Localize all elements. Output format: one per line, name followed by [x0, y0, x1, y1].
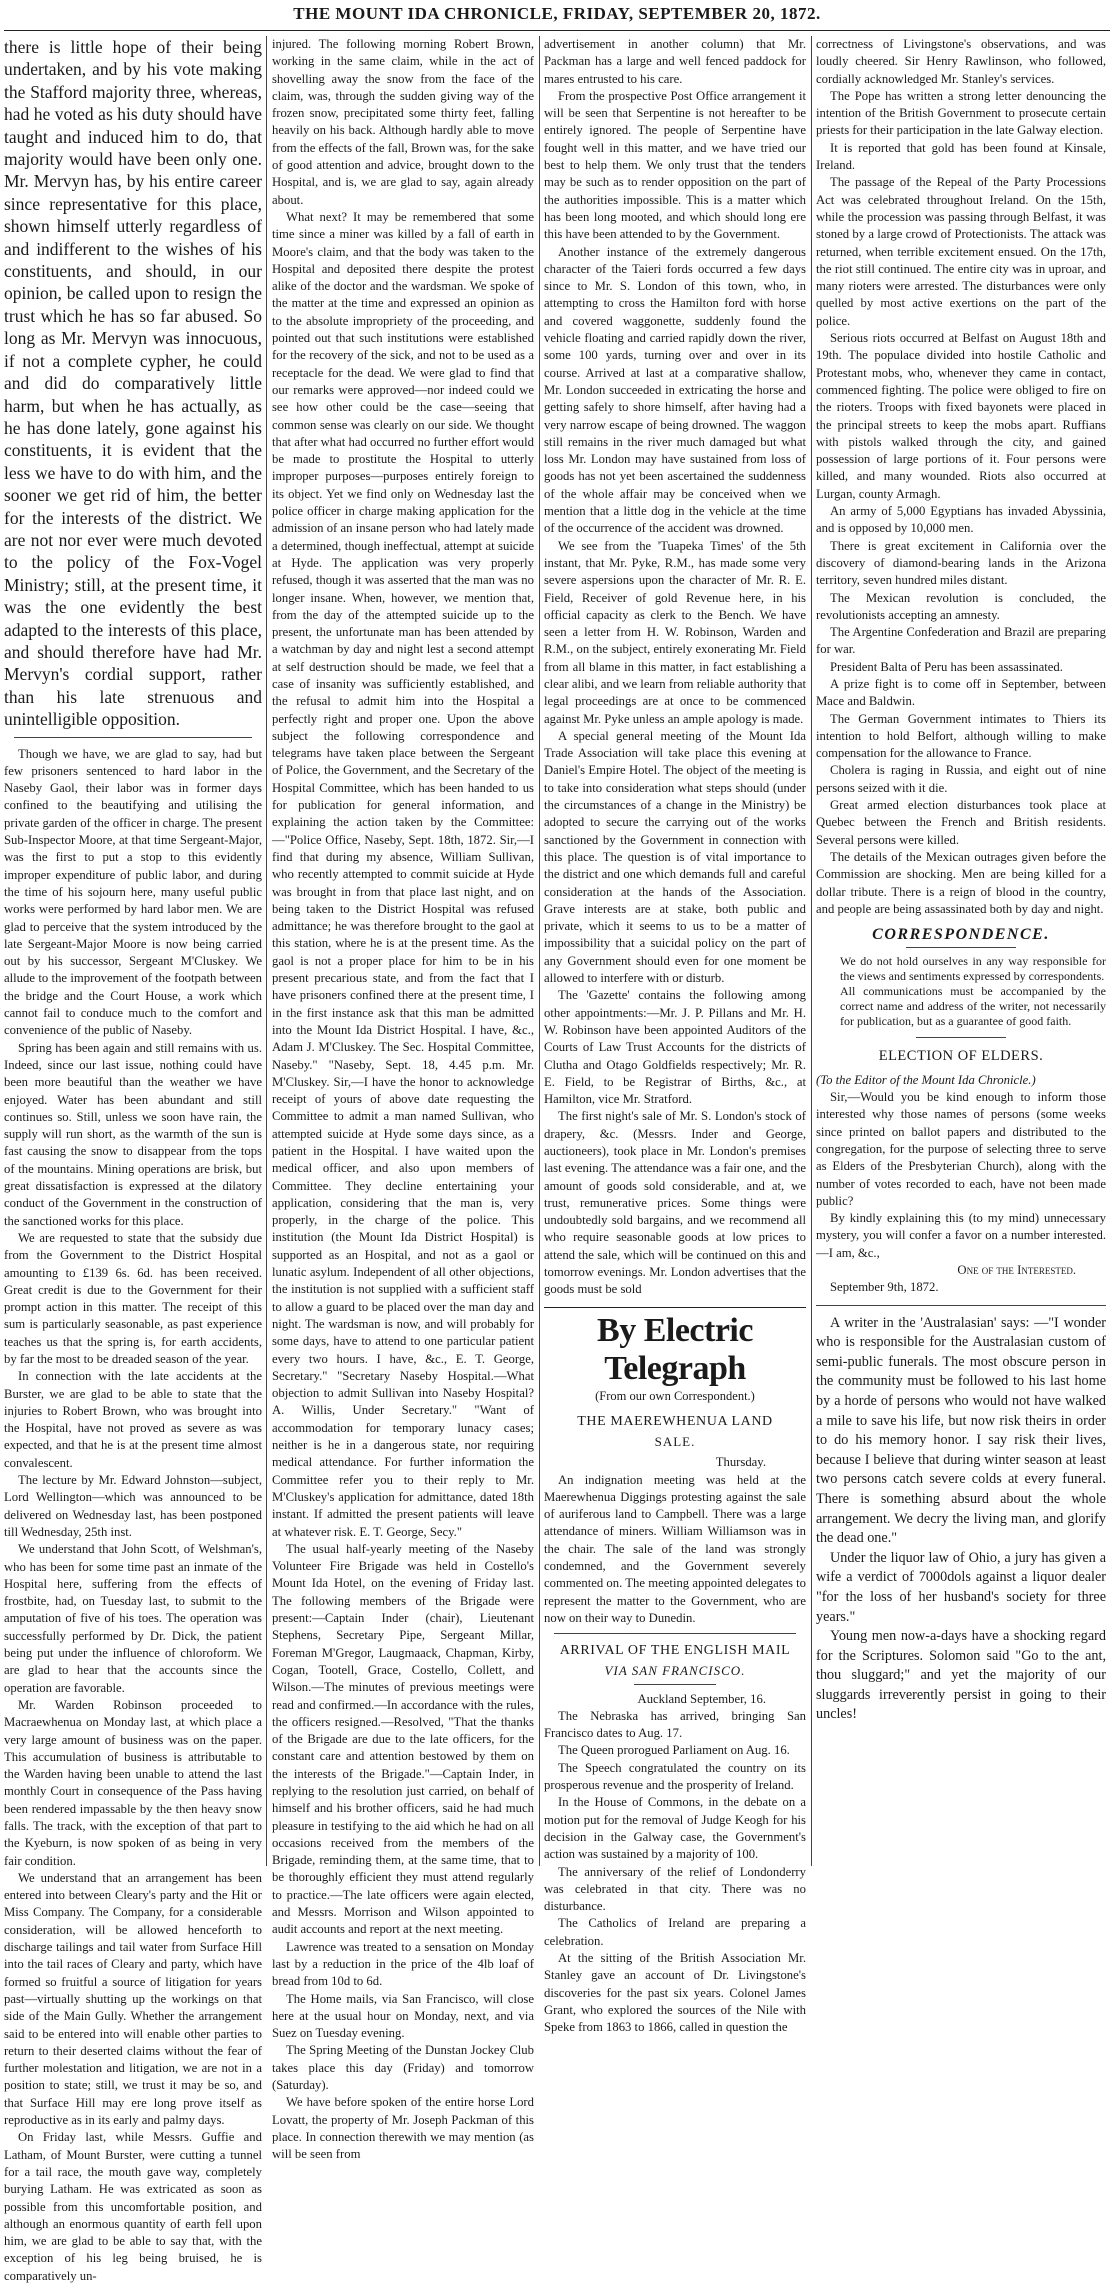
paragraph: There is great excitement in California over the discovery of diamond-bearing lands in the Arizona territory, seven hundred miles distant.: [816, 538, 1106, 588]
column-rule: [811, 36, 812, 1866]
paragraph: advertisement in another column) that Mr. Packman has a large and well fenced paddock for mares entrusted to his care.: [544, 37, 806, 86]
miscellany: [816, 1314, 1106, 1725]
paragraph: The Pope has written a strong letter denouncing the intention of the British Government to prosecute certain priests for their participation in the late Galway election.: [816, 88, 1106, 138]
letter-signature: One of the Interested.: [957, 1263, 1076, 1277]
letter-heading: ELECTION OF ELDERS.: [878, 1048, 1044, 1065]
paragraph: An army of 5,000 Egyptians has invaded Abyssinia, and is opposed by 10,000 men.: [816, 504, 1106, 536]
paragraph: Cholera is raging in Russia, and eight out of nine persons seized with it die.: [816, 763, 1106, 795]
paragraph: An indignation meeting was held at the Maerewhenua Diggings protesting against the sale of auriferous land to Campbell. There was a large attendance of miners. William Williamson was in the chair. The sale of the land was strongly condemned, and the Government severely commented on. The meeting appointed delegates to represent the matter to the Government, who are now on their way to Dunedin.: [544, 1472, 806, 1625]
paragraph: Serious riots occurred at Belfast on August 18th and 19th. The populace divided into hostile Catholic and Protestant mobs, who, whenever they came in contact, commenced fighting. The police were obliged to fire on the rioters. Troops with fixed bayonets were placed in the principal streets to keep the mobs apart. Ruffians with pistols walked through the city, and gained possession of large portions of it. Four persons were killed, and many wounded. Riots also occurred at Lurgan, county Armagh.: [816, 331, 1106, 501]
paragraph: What next? It may be remembered that some time since a miner was killed by a fall of earth in Moore's claim, and that the body was taken to the Hospital and deposited there despite the protest alike of the doctor and the wardsman. We spoke of the matter at the time and expressed an opinion as to the absolute impropriety of the proceeding, and pointed out that such institutions were established for the recovery of the sick, and not to be used as a receptacle for the dead. We were glad to find that our remarks were approved—nor indeed could we see how other could be the case—seeing that common sense was clearly on our side. We thought that after what had occurred no further effort would be made to prostitute the Hospital to utterly improper purposes—purposes entirely foreign to its object. Yet we find only on Wednesday last the police officer in charge making application for the admission of an insane person who had lately made a determined, though ineffectual, attempt at suicide at Hyde. The application was very properly refused, though it was asserted that the man was no longer insane. When, however, we mention that, from the day of the attempted suicide up to the present, the unfortunate man has been attended by a watchman by day and night lest a second attempt at self destruction should be made, we feel that a case of insanity was sufficiently established, and the refusal to admit him into the Hospital a perfectly right and proper one. Upon the above subject the following correspondence and telegrams have taken place between the Sergeant of Police, the Government, and the Secretary of the Hospital Committee, which has been handed to us for publication for general information, and explaining the action taken by the Committee:—"Police Office, Naseby, Sept. 18th, 1872. Sir,—I find that during my absence, William Sullivan, who recently attempted to commit suicide at Hyde was brought in from that place last night, and on being taken to the District Hospital was refused admittance; he was therefore brought to the gaol at this station, where he is at the present time. As the gaol is not a proper place for him to be in his present precarious state, and from the fact that I have prisoners confined there at the present time, I in the first instance ask that this man be admitted into the Mount Ida District Hospital. I have, &c., Adam J. M'Cluskey. The Sec. Hospital Committee, Naseby." "Naseby, Sept. 18, 4.45 p.m. Mr. M'Cluskey. Sir,—I have the honor to acknowledge receipt of yours of above date requesting the Committee to admit a man named Sullivan, who attempted suicide at Hyde some days since, as a patient in the Hospital. I have waited upon the medical officer, and also upon members of Committee. They decline entertaining your application, considering that the man is, very properly, in the charge of the police. This institution (the Mount Ida District Hospital) is supported as an Hospital, and not as a gaol or lunatic asylum. Independent of all other objections, the institution is not supplied with a sufficient staff to allow a guard to be placed over the man day and night. The wardsman is now, and will probably for some days, have to attend to one particular patient every two hours. I have, &c., E. T. George, Secretary." "Secretary Naseby Hospital.—What objection to admit Sullivan into Naseby Hospital? A. Willis, Under Secretary." "Want of accommodation for temporary lunacy cases; neither is he in a dangerous state, nor requiring medical attendance. For further information the Committee refer you to their reply to Mr. M'Cluskey's application for admittance, dated 18th instant. If admitted the present patients will leave at whatever risk. E. T. George, Secy.": [272, 209, 534, 1539]
paragraph: In connection with the late accidents at the Burster, we are glad to be able to state that the injuries to Robert Brown, who was brought into the Hospital, have not proved as severe as was expected, and that he is at the present time almost convalescent.: [4, 1369, 262, 1470]
paragraph: In the House of Commons, in the debate on a motion put for the removal of Judge Keogh for his decision in the Galway case, the Government's action was sustained by a majority of 100.: [544, 1795, 806, 1862]
paragraph: Young men now-a-days have a shocking regard for the Scriptures. Solomon said "Go to the ant, thou sluggard;" and yet the majority of our sluggards irreverently persist in going to their uncles!: [816, 1628, 1106, 1723]
divider: [916, 1037, 1006, 1038]
paragraph: The Catholics of Ireland are preparing a celebration.: [544, 1916, 806, 1948]
paragraph: The German Government intimates to Thiers its intention to hold Belfort, although willing to make compensation for the allowance to France.: [816, 711, 1106, 761]
paragraph: It is reported that gold has been found at Kinsale, Ireland.: [816, 140, 1106, 173]
paragraph: A prize fight is to come off in September, between Mace and Baldwin.: [816, 676, 1106, 709]
news-subheading: VIA SAN FRANCISCO.: [604, 1663, 746, 1679]
masthead-rule: [4, 30, 1110, 31]
paragraph: The lecture by Mr. Edward Johnston—subject, Lord Wellington—which was announced to be delivered on Wednesday last, has been postponed till Wednesday, 25th inst.: [4, 1473, 262, 1539]
dateline: Auckland September, 16.: [637, 1691, 766, 1706]
divider: [14, 737, 252, 738]
paragraph: On Friday last, while Messrs. Guffie and Latham, of Mount Burster, were cutting a tunnel for a tail race, the mouth gave way, completely burying Latham. He was extricated as soon as possible from this uncomfortable position, and although an enormous quantity of earth fell upon him, we are glad to be able to say that, with the exception of his leg being bruised, he is comparatively un-: [4, 2130, 262, 2283]
paragraph: The 'Gazette' contains the following among other appointments:—Mr. J. P. Pillans and Mr. H. W. Robinson have been appointed Auditors of the Courts of Law Trust Accounts for the districts of Clutha and Otago Goldfields respectively; Mr. R. E. Field, to be Registrar of Births, &c., at Hamilton, vice Mr. Stratford.: [544, 988, 806, 1107]
letter-address: (To the Editor of the Mount Ida Chronicle.): [816, 1072, 1036, 1087]
correspondence-heading: CORRESPONDENCE.: [872, 926, 1050, 944]
paragraph: The Spring Meeting of the Dunstan Jockey Club takes place this day (Friday) and tomorrow (Saturday).: [272, 2043, 534, 2093]
letter-date: September 9th, 1872.: [830, 1280, 939, 1295]
paragraph: Spring has been again and still remains with us. Indeed, since our last issue, nothing could have been more beautiful than the weather we have enjoyed. Water has been abundant and still continues so. Still, unless we soon have rain, the supply will run short, as the warmth of the sun is fast causing the snow to disappear from the tops of the mountains. Mining operations are brisk, but great dissatisfaction is expressed at the dilatory conduct of the Government in the construction of the sanctioned works for this place.: [4, 1040, 262, 1228]
news-subheading: SALE.: [654, 1433, 696, 1449]
divider: [906, 947, 1016, 948]
paragraph: Another instance of the extremely dangerous character of the Taieri fords occurred a few days since to Mr. S. London of this town, who, in attempting to cross the Hamilton ford with horse and covered waggonette, suddenly found the vehicle floating and carried rapidly down the river, some 100 yards, turning over and over in its course. Arrived at last at a comparative shallow, Mr. London succeeded in extricating the horse and getting safely to shore himself, after having had a very narrow escape of being drowned. The waggon still remains in the river much damaged but what loss Mr. London may have sustained from loss of goods has not yet been ascertained the suddenness of the whole affair may be conceived when we mention that a little dog in the vehicle at the time of the occurrence of the accident was drowned.: [544, 244, 806, 536]
paragraph: By kindly explaining this (to my mind) unnecessary mystery, you will confer a favor on a number interested.—I am, &c.,: [816, 1211, 1106, 1260]
paragraph: The Mexican revolution is concluded, the revolutionists accepting an amnesty.: [816, 590, 1106, 622]
column-3: [544, 36, 806, 2035]
masthead-title: THE MOUNT IDA CHRONICLE, FRIDAY, SEPTEMBER 20, 1872.: [293, 4, 821, 23]
paragraph: correctness of Livingstone's observations, and was loudly cheered. Sir Henry Rawlinson, who followed, cordially acknowledged Mr. Stanley's services.: [816, 37, 1106, 86]
paragraph: The Home mails, via San Francisco, will close here at the usual hour on Monday, next, and via Suez on Tuesday evening.: [272, 1991, 534, 2041]
masthead: [0, 0, 1114, 28]
paragraph: Sir,—Would you be kind enough to inform those interested why those names of persons (some weeks since printed on ballot papers and distributed to the congregation, for the purpose of selecting three to serve as Elders of the Presbyterian Church), along with the number of votes recorded to each, have not been made public?: [816, 1090, 1106, 1208]
paragraph: A special general meeting of the Mount Ida Trade Association will take place this evening at Daniel's Empire Hotel. The object of the meeting is to take into consideration what steps should (under the circumstances of a change in the Ministry) be adopted to secure the carrying out of the works sanctioned by the Government in connection with this place. The question is of vital importance to the district and one which demands full and careful consideration at the hands of the Association. Grave interests are at stake, both public and private, which it seems to us to be a matter of impossibility that a suicidal policy on the part of any Government should even for one moment be allowed to interfere with or disturb.: [544, 728, 806, 986]
column-1: [4, 36, 262, 2283]
notice-line: We do not hold ourselves in any way responsible for the views and sentiments expressed by correspondents.: [840, 954, 1106, 984]
editorial-lead: there is little hope of their being undertaken, and by his vote making the Stafford majority three, whereas, had he voted as his duty should have taught and induced him to do, that majority would have been only one. Mr. Mervyn has, by his entire career since representative for this place, shown himself utterly regardless of and indifferent to the wishes of his constituents, and should, in our opinion, be called upon to resign the trust which he has so far abused. So long as Mr. Mervyn was innocuous, if not a complete cypher, he could and did do comparatively little harm, but when he has actually, as he has done lately, gone against his constituents, it is evident that the less we have to do with him, and the sooner we get rid of him, the better for the interests of the district. We are not nor ever were much devoted to the policy of the Fox-Vogel Ministry; still, at the present time, it was the one evidently the best adapted to the interests of this place, and should therefore have had Mr. Mervyn's cordial support, rather than his late strenuous and unintelligible opposition.: [4, 37, 262, 730]
paragraph: Mr. Warden Robinson proceeded to Macraewhenua on Monday last, at which place a very large amount of business was on the paper. This accumulation of business is attributable to the Warden having been unable to attend the last monthly Court in consequence of the Pass having been rendered impassable by the then heavy snow falls. The track, with the exception of that part to the Kyeburn, is now spoken of as being in very fair condition.: [4, 1697, 262, 1868]
paragraph: We understand that an arrangement has been entered into between Cleary's party and the Hit or Miss Company. The Company, for a considerable consideration, will be allowed henceforth to discharge tailings and tail water from Surface Hill into the tail races of Cleary and party, which have formed so fruitful a source of litigation for years past—virtually shutting up the workings on that side of the Main Gully. Whether the arrangement said to be entered into will enable other parties to return to their deserted claims without the fear of further molestation and litigation, we are not in a position to state; still, we trust it may be so, and that Surface Hill may ere long prove itself as reproductive as in its early and palmy days.: [4, 1870, 262, 2128]
paragraph: We see from the 'Tuapeka Times' of the 5th instant, that Mr. Pyke, R.M., has made some very severe aspersions upon the character of Mr. R. E. Field, Receiver of gold Revenue here, in his official capacity as clerk to the Bench. We have seen a letter from H. W. Robinson, Warden and R.M., on the subject, entirely exonerating Mr. Field from all blame in this matter, in fact establishing a clear alibi, and we learn from reliable authority that legal proceedings are at once to be commenced against Mr. Pyke unless an ample apology is made.: [544, 538, 806, 726]
correspondence-notice: [816, 954, 1106, 1029]
divider: [554, 1633, 796, 1634]
column-2: [272, 36, 534, 2162]
paragraph: Though we have, we are glad to say, had but few prisoners sentenced to hard labor in the Naseby Gaol, their labor was in former days confined to the beautifying and utilising the private garden of the officer in charge. The present Sub-Inspector Moore, at that time Sergeant-Major, was the first to put a stop to this evidently improper expenditure of public labor, and during the time of his sojourn here, many useful public works were performed by hard labor men. We are glad to perceive that the system introduced by the late Sergeant-Major Moore is now being carried out by his successor, Sergeant M'Cluskey. We allude to the improvement of the footpath between the bridge and the Court House, a work which cannot fail to conduce much to the comfort and convenience of the public of Naseby.: [4, 746, 262, 1038]
paragraph: The Speech congratulated the country on its prosperous revenue and the prosperity of Ireland.: [544, 1760, 806, 1793]
paragraph: We have before spoken of the entire horse Lord Lovatt, the property of Mr. Joseph Packman of this place. In connection therewith we may mention (as will be seen from: [272, 2095, 534, 2162]
column-rule: [539, 36, 540, 1866]
paragraph: The usual half-yearly meeting of the Naseby Volunteer Fire Brigade was held in Costello's Mount Ida Hotel, on the evening of Friday last. The following members of the Brigade were present:—Captain Inder (chair), Lieutenant Stephens, Secretary Pipe, Sergeant Millar, Foreman M'Gregor, Laugmaack, Chapman, Kirby, Cogan, Tootell, Grace, Costello, Collett, and Wilson.—The minutes of previous meetings were read and confirmed.—In accordance with the rules, the officers resigned.—Resolved, "That the thanks of the Brigade are due to the late officers, for the constant care and attention bestowed by them on the interests of the Brigade."—Captain Inder, in replying to the resolution just carried, on behalf of himself and his brother officers, said he had much pleasure in testifying to the aid which he had on all occasions received from the members of the Brigade, reminding them, at the same time, that to be thoroughly efficient they must attend regularly to practice.—The late officers were again elected, and Messrs. Morrison and Wilson appointed to audit accounts and report at the next meeting.: [272, 1541, 534, 1937]
paragraph: The passage of the Repeal of the Party Processions Act was celebrated throughout Ireland. On the 15th, while the procession was passing through Belfast, it was stoned by a large crowd of Protectionists. The attack was returned, when terrible excitement ensued. On the 17th, the riot still continued. The entire city was in uproar, and many rioters were arrested. The disturbances were only quelled by most active exertions on the part of the police.: [816, 175, 1106, 328]
paragraph: Under the liquor law of Ohio, a jury has given a wife a verdict of 7000dols against a liquor dealer "for the loss of her husband's society for three years.": [816, 1549, 1106, 1625]
column-4: [816, 36, 1106, 1866]
paragraph: The first night's sale of Mr. S. London's stock of drapery, &c. (Messrs. Inder and George, auctioneers), took place in Mr. London's premises last evening. The attendance was a fair one, and the amount of goods sold considerable, and at, we trust, remunerative prices. Some things were undoubtedly sold bargains, and we recommend all who require seasonable goods at low prices to attend the sale, which will be continued on this and tomorrow evenings. Mr. London advertises that the goods must be sold: [544, 1109, 806, 1297]
divider: [816, 1305, 1106, 1306]
paragraph: We are requested to state that the subsidy due from the Government to the District Hospital amounting to £139 6s. 6d. has been received. Great credit is due to the Government for their prompt action in this matter. The receipt of this sum is particularly seasonable, as past experience teaches us that the spring is, for earth accidents, by far the most to be dreaded season of the year.: [4, 1230, 262, 1366]
telegraph-heading: By Electric Telegraph: [544, 1307, 806, 1388]
divider: [634, 1684, 716, 1685]
paragraph: The Queen prorogued Parliament on Aug. 16.: [558, 1743, 790, 1758]
paragraph: A writer in the 'Australasian' says: —"I wonder who is responsible for the Australasian custom of semi-public funerals. The most obscure person in the community must be followed to his last home by a horde of persons who would not have walked a mile to save his life, but now risk theirs in order to do his memory honor. I say risk their lives, because I believe that during winter season at least two persons catch severe colds at every funeral. There is something absurd about the whole arrangement. We decry the living man, and glorify the dead one.": [816, 1314, 1106, 1547]
paragraph: injured. The following morning Robert Brown, working in the same claim, while in the act of shovelling away the snow from the face of the claim, was, through the sudden giving way of the frozen snow, precipitated some thirty feet, falling heavily on his back. Although hardly able to move from the effects of the fall, Brown was, for the sake of good attention and advice, brought down to the Hospital, and is, we are glad to say, again already about.: [272, 37, 534, 207]
paragraph: Lawrence was treated to a sensation on Monday last by a reduction in the price of the 4lb loaf of bread from 10d to 6d.: [272, 1939, 534, 1989]
telegraph-subheading: (From our own Correspondent.): [595, 1388, 755, 1403]
news-heading: THE MAEREWHENUA LAND: [577, 1413, 773, 1429]
paragraph: The details of the Mexican outrages given before the Commission are shocking. Men are being killed for a dollar tribute. There is a reign of blood in the country, and people are being assassinated both by day and night.: [816, 849, 1106, 916]
paragraph: Great armed election disturbances took place at Quebec between the French and British residents. Several persons were killed.: [816, 798, 1106, 847]
paragraph: From the prospective Post Office arrangement it will be seen that Serpentine is not hereafter to be entirely ignored. The people of Serpentine have fought well in this matter, and we have tried our best to help them. We only trust that the tenders may be such as to render opposition on the part of the authorities impossible. This is a matter which has been long mooted, and which should long ere this have been attended to by the Government.: [544, 88, 806, 242]
paragraph: The Nebraska has arrived, bringing San Francisco dates to Aug. 17.: [544, 1708, 806, 1741]
paragraph: President Balta of Peru has been assassinated.: [830, 659, 1063, 674]
news-heading: ARRIVAL OF THE ENGLISH MAIL: [559, 1643, 791, 1659]
paragraph: We understand that John Scott, of Welshman's, who has been for some time past an inmate of the Hospital here, suffering from the effects of frostbite, had, on Tuesday last, to submit to the amputation of five of his toes. The operation was successfully performed by Dr. Dick, the patient being put under the influence of chloroform. We are glad to hear that the accounts since the operation are favorable.: [4, 1542, 262, 1695]
paragraph: The anniversary of the relief of Londonderry was celebrated in that city. There was no disturbance.: [544, 1864, 806, 1914]
dateline: Thursday.: [715, 1455, 766, 1470]
column-rule: [266, 36, 267, 1866]
notice-line: All communications must be accompanied by the correct name and address of the writer, not necessarily for publication, but as a guarantee of good faith.: [840, 984, 1106, 1029]
paragraph: At the sitting of the British Association Mr. Stanley gave an account of Dr. Livingstone's discoveries for the past six years. Colonel James Grant, who explored the sources of the Nile with Speke from 1863 to 1866, called in question the: [544, 1950, 806, 2035]
paragraph: The Argentine Confederation and Brazil are preparing for war.: [816, 625, 1106, 657]
